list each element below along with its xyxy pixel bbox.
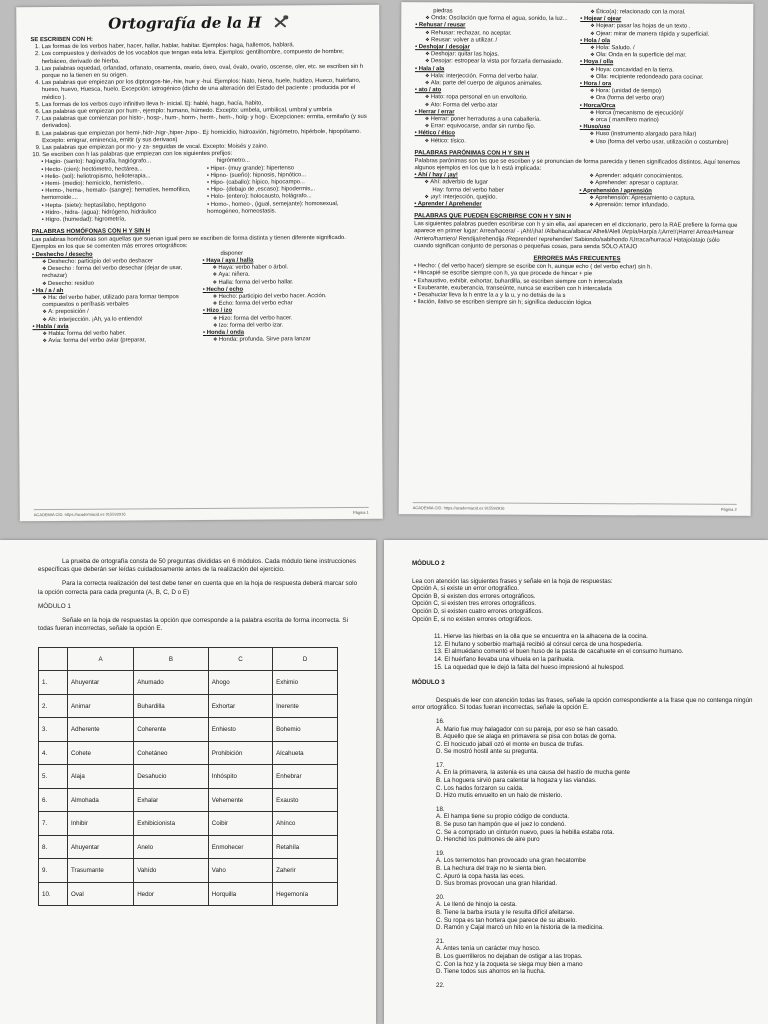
entry-definition: ❖ Ora (forma del verbo orar) <box>580 95 741 103</box>
word-cell: Inhóspito <box>208 765 272 789</box>
rule-item: 10. Se escriben con h las palabras que empiezan con los siguientes prefijos: <box>42 150 368 159</box>
answer-option: D. Henchid los pulmones de aire puro <box>436 836 540 844</box>
answer-option: B. Los guerrilleros no dejaban de ostigar a las tropas. <box>436 952 583 960</box>
answer-option: D. Se mostró hostil ante su pregunta. <box>436 748 539 756</box>
entry-definition: ❖ Hala: interjección. Forma del verbo halar. <box>415 73 576 81</box>
word-cell: Horquilla <box>208 882 272 906</box>
entry-definition: ❖ Hoya: concavidad en la tierra. <box>580 67 741 75</box>
answer-option: D. Hizo mutis envuelto en un halo de misterio. <box>436 792 563 800</box>
module-3-instructions: Después de leer con atención todas las frases, señale la opción correspondiente a la frase que no contenga ningún error ortográfico. Si todas fueran incorrectas, señale la opción E. <box>412 696 753 712</box>
entry-heading: • Deshecho / desecho <box>32 251 199 259</box>
error-item: • Desahuciar lleva la h entre la a y la u, y no detrás de la s <box>414 292 740 301</box>
entry-definition: ❖ Reusar: volver a utilizar. / <box>415 37 576 45</box>
question-number: 16. <box>436 717 445 725</box>
rule-item: 4. Las palabras que empiezan por los diptongos-hie,-hie, hue y -hui. Ejemplos: hiato, hiena, huele, huidizo, Hueco, huérfano, hueso, huevo, Huesca, huelo. Excepción: iatrogénico (dicho de una alteración del Estado del paciente : producida por el médico ). <box>42 78 368 102</box>
prefix-item: • Hagio- (santo): hagiografía, hagiógrafo... <box>41 158 203 166</box>
entry-heading: • ato / ato <box>415 87 576 95</box>
entry-definition: ❖ Uso (forma del verbo usar, utilización o costumbre) <box>580 139 741 147</box>
word-cell: Cohetáneo <box>134 741 209 765</box>
table-row <box>39 718 338 742</box>
rule-item: 1. Las formas de los verbos haber, hacer, hallar, hablar, habitar. Ejemplos: haga, hallemos, hablará. <box>41 42 367 51</box>
entry-definition: ❖ Aprender: adquirir conocimientos. <box>579 173 740 181</box>
module-3-title: MÓDULO 3 <box>412 679 445 687</box>
answer-option: B. Aquello que se alaga en primavera se pisa con botas de goma. <box>436 733 617 741</box>
sentence-item: 14. El huérfano llevaba una vihuela en la parihuela. <box>434 655 575 663</box>
entry-definition: ❖ Ha: del verbo haber, utilizado para formar tiempos compuestos o perífrasis verbales <box>32 294 199 310</box>
row-number: 6. <box>39 788 68 812</box>
answer-option: C. El hocicudo jabalí ozó el monte en busca de trufas. <box>436 740 584 748</box>
row-number: 1. <box>39 671 68 695</box>
entry-definition: ❖ Hojear: pasar las hojas de un texto . <box>580 23 741 31</box>
prefix-item: • Hipno- (sueño): hipnosis, hipnótico... <box>207 172 369 180</box>
module-2-instructions <box>412 578 754 624</box>
question-number: 17. <box>436 761 445 769</box>
entry-definition: ❖ Hato: ropa personal en un envoltorio. <box>415 95 576 103</box>
entry-definition: ❖ Hizo: forma del verbo hacer. <box>203 314 370 322</box>
word-cell: Enmohecer <box>208 835 272 859</box>
entry-heading: • Herrar / errar <box>415 109 576 117</box>
entry-heading: • Aprender / Aprehender <box>414 201 575 209</box>
table-row <box>39 765 338 789</box>
entry-definition: ❖ Habla: forma del verbo haber. <box>32 330 199 338</box>
question-number: 19. <box>436 849 445 857</box>
prefix-item: • Higro. (humedad): higrometría, <box>42 216 204 224</box>
word-cell: Zaherir <box>273 859 338 883</box>
entry-heading: • Deshojar / desojar <box>415 44 576 52</box>
answer-option: B. La hechura del traje no le sienta bien. <box>436 865 547 872</box>
entry-definition: ❖ Aprehender: apresar o capturar. <box>579 180 740 188</box>
prefix-item: • Hemi- (medio): hemiciclo, hemisferio.. <box>41 180 203 188</box>
table-header: B <box>134 648 209 671</box>
entry-definition: ❖ Desojar: estropear la vista por forzarla demasiado. <box>415 59 576 67</box>
answer-option: D. Tiene todos sus ahorros en la hucha. <box>436 968 546 976</box>
rule-item: 3. Las palabras oquedad, orfandad, orfanato, osamenta, osario, óseo, oval, óvalo, ovario, oscense, oler, etc. se escriben sin h porque no la tienen en su origen. <box>42 64 368 81</box>
entry-heading: • Hético / ético <box>415 131 576 139</box>
word-cell: Animar <box>68 694 134 718</box>
entry-heading: • Hola / ola <box>580 38 741 46</box>
word-cell: Ahuyentar <box>68 835 134 859</box>
table-header-row <box>39 648 338 671</box>
instruction-line: Lea con atención las siguientes frases y señale en la hoja de respuestas: <box>412 577 613 585</box>
page-footer <box>413 502 737 512</box>
both-forms-heading: PALABRAS QUE PUEDEN ESCRIBIRSE CON H Y SIN H <box>414 213 571 221</box>
word-cell: Desahucio <box>134 765 209 789</box>
module-title: MÓDULO 1 <box>38 602 71 610</box>
row-number: 5. <box>39 765 68 789</box>
word-cell: Hedor <box>134 882 209 906</box>
word-cell: Oval <box>68 882 134 906</box>
homophones-continued <box>415 8 742 147</box>
word-cell: Vahído <box>134 859 209 883</box>
instruction-line: Opción E, si no existen errores ortográficos. <box>412 615 533 623</box>
entry-definition: ❖ Errar: equivocarse, andar sin rumbo fijo. <box>415 123 576 131</box>
entry-definition: ❖ Ojear: mirar de manera rápida y superficial. <box>580 31 741 39</box>
answer-option: A. Le llenó de hinojo la cesta. <box>436 901 517 909</box>
answer-option: B. Se puso tan hampón que el juez lo condenó. <box>436 821 567 829</box>
row-number: 4. <box>39 741 68 765</box>
entry-heading: • Horca/Orca <box>580 103 741 111</box>
word-cell: Exhortar <box>208 694 272 718</box>
row-number: 8. <box>39 835 68 859</box>
test-intro: La prueba de ortografía consta de 50 preguntas divididas en 6 módulos. Cada módulo tiene instrucciones específicas que deberán ser leídas cuidadosamente antes de la realización del ejercicio. <box>38 558 357 574</box>
word-cell: Adherente <box>68 718 134 742</box>
answer-option: A. Mario fue muy halagador con su pareja, por eso se han casado. <box>436 725 619 733</box>
homophones-heading: PALABRAS HOMÓFONAS CON H Y SIN H <box>31 228 151 236</box>
entry-heading: • Habla / avía <box>32 323 199 331</box>
rule-item: 2. Los compuestos y derivados de los vocablos que tengan esta letra. Ejemplos: gentilhombre, compuesto de hombre; herbáceo, derivado de hierba. <box>42 49 368 66</box>
entry-text: piedras <box>433 8 453 15</box>
sentence-item: 12. El hufano y soberbio marhajá recibió al cónsul cerca de una hospedería. <box>434 640 643 648</box>
word-cell: Vaho <box>208 859 272 883</box>
entry-heading: • Hoya / olla <box>580 59 741 67</box>
entry-text: Hay: forma del verbo haber <box>432 186 504 194</box>
entry-heading: • Ahí / hay / ¡ay! <box>414 172 575 180</box>
page-footer <box>34 507 369 517</box>
entry-definition: ❖ Izo: forma del verbo izar. <box>203 322 370 330</box>
answer-option: C. Con la hoz y la zoqueta se siega muy bien a mano <box>436 960 583 968</box>
entry-definition: ❖ Aprehensión: Apresamiento o captura. <box>579 195 740 203</box>
page-title: Ortografía de la H <box>108 13 262 33</box>
homophones-intro: Las palabras homófonas son aquellas que suenan igual pero se escriben de forma distinta y tienen diferente significado. Ejemplos en los que se comenten más errores ortográficos: <box>31 235 346 251</box>
word-cell: Ahínco <box>273 812 338 836</box>
table-row <box>39 788 338 812</box>
word-cell: Coherente <box>134 718 209 742</box>
entry-heading: • Hojear / ojear <box>580 16 741 24</box>
table-row <box>39 741 338 765</box>
word-cell: Prohibición <box>208 741 272 765</box>
title-row <box>30 13 367 33</box>
word-cell: Exhibicionista <box>134 812 209 836</box>
entry-definition: ❖ Ah: interjección. ¡Ah, ya lo entiendo! <box>32 316 199 324</box>
error-item: • Hincapié se escribe siempre con h, ya que procede de hincar + pie <box>414 270 740 279</box>
question-number: 22. <box>436 981 445 989</box>
entry-definition: ❖ ¡ay!: interjección, quejido. <box>414 194 575 202</box>
prefix-item: • Hecto- (cien): hectómetro, hectárea... <box>41 166 203 174</box>
word-cell: Vehemente <box>208 788 272 812</box>
word-table <box>38 647 338 906</box>
entry-definition: ❖ Deshojar: quitar las hojas. <box>415 51 576 59</box>
entry-definition: ❖ Aya: niñera. <box>203 271 370 279</box>
answer-option: C. Los hados forzaron su caída. <box>436 784 524 792</box>
document-page-1 <box>16 5 383 522</box>
prefix-item: • Helio- (sol): heliotropismo, helioterapia... <box>41 173 203 181</box>
entry-definition: ❖ Avía: forma del verbo aviar (preparar, <box>33 337 200 345</box>
entry-definition: ❖ Aprensión: temor infundado. <box>579 202 740 210</box>
row-number: 10. <box>39 882 68 906</box>
answer-option: D. Sus bromas provocan una gran hilaridad. <box>436 880 558 888</box>
word-cell: Exhalar <box>134 788 209 812</box>
prefix-item: higrómetro... <box>216 158 250 165</box>
entry-definition: ❖ Hecho: participio del verbo hacer. Acción. <box>203 293 370 301</box>
table-header-corner <box>39 648 68 671</box>
sentence-item: 13. El almuédano comentó el buen huso de la pasta de cacahuete en el consumo humano. <box>434 648 684 656</box>
word-cell: Inhibir <box>68 812 134 836</box>
module-2-items <box>412 633 754 671</box>
entry-definition: ❖ orca ( mamífero marino) <box>580 117 741 125</box>
word-cell: Trasumante <box>68 859 134 883</box>
entry-definition: ❖ Rehusar: rechazar, no aceptar. <box>415 30 576 38</box>
prefix-item: • Hepta- (siete): heptasílabo, heptágono <box>42 202 204 210</box>
tools-icon <box>271 15 289 29</box>
word-cell: Enhiesto <box>208 718 272 742</box>
paronyms-heading: PALABRAS PARÓNIMAS CON H Y SIN H <box>414 150 530 157</box>
entry-definition: ❖ Ala: parte del cuerpo de algunos animales. <box>415 80 576 88</box>
errors-heading: ERRORES MÁS FRECUENTES <box>533 255 621 263</box>
entry-definition: ❖ Hola: Saludo. / <box>580 45 741 53</box>
entry-definition: ❖ Echo: forma del verbo echar <box>203 300 370 308</box>
rules-list <box>30 42 368 160</box>
test-page-module-1 <box>0 540 376 1024</box>
prefix-item: • Hipo- (debajo de ,escaso): hipodermis,.. <box>207 186 369 194</box>
table-row <box>39 835 338 859</box>
answer-option: B. Tiene la barba irsuta y le resulta difícil afeitarse. <box>436 908 575 916</box>
word-cell: Ahogo <box>208 671 272 695</box>
word-cell: Exausto <box>273 788 338 812</box>
error-item: • Hecho: ( del verbo hacer) siempre se escribe con h, aunque echo ( del verbo echar) sin h. <box>414 263 740 272</box>
table-row <box>39 859 338 883</box>
entry-definition: ❖ Halla: forma del verbo hallar. <box>203 278 370 286</box>
prefix-item: • Hiper- (muy grande): hipertenso <box>207 164 369 172</box>
entry-definition: ❖ Hora: (unidad de tiempo) <box>580 88 741 96</box>
entry-heading: • Ha / a / ah <box>32 287 199 295</box>
word-cell: Ahumado <box>134 671 209 695</box>
module-instructions: Señale en la hoja de respuestas la opción que corresponde a la palabra escrita de forma incorrecta. Si todas fueran incorrectas, señale la opción E. <box>38 617 348 633</box>
rule-item: 8. Las palabras que empiezan por hemi-,hidr-,higr-,hiper-,hipo-. Ej: homicidio, hidroavión, higrómetro, hipérbole, hipopótamo. Excepto: emigrar, eminencia, emitir (y sus derivaos) <box>42 128 368 145</box>
word-cell: Inerente <box>273 694 338 718</box>
rule-item: 5. Las formas de los verbos cuyo infinitivo lleva h- inicial. Ej: hablé, hago, hacía, habito, <box>42 100 368 109</box>
entry-heading: • Honda / onda <box>203 329 370 337</box>
instruction-line: Opción D, si existen cuatro errores ortográficos. <box>412 607 544 615</box>
test-page-modules-2-3 <box>384 540 768 1024</box>
word-cell: Almohada <box>68 788 134 812</box>
row-number: 3. <box>39 718 68 742</box>
table-row <box>39 812 338 836</box>
paronyms-intro: Palabras parónimas son las que se escriben y se pronuncian de forma parecida y tienen significados distintos. Aquí tenemos algunos ejemplos en los que la h está implicada: <box>414 158 741 172</box>
entry-definition: ❖ Onda: Oscilación que forma el agua, sonido, la luz... <box>415 15 576 23</box>
row-number: 2. <box>39 694 68 718</box>
entry-heading: • Hizo / izo <box>203 307 370 315</box>
entry-definition: ❖ Honda: profunda. Sirve para lanzar <box>203 336 370 344</box>
prefix-item: • Hipo- (caballo): hípico, hipocampo... <box>207 179 369 187</box>
word-cell: Enhebrar <box>273 765 338 789</box>
prefix-item: • Hemo-, hema-, hemato- (sangre): hematíes, hemofílico, hemorroide.... <box>41 187 203 203</box>
prefix-item: • Hidro-, hidra- (agua): hidrógeno, hidráulico <box>42 209 204 217</box>
error-item: • Ilación, ilativo se escriben siempre sin h; significa deducción lógica <box>414 299 740 308</box>
question-number: 20. <box>436 893 445 901</box>
prefixes <box>31 157 368 224</box>
table-header: C <box>208 648 272 671</box>
table-row <box>39 671 338 695</box>
error-item: • Exuberante, exuberancia, transeúnte, nunca se escriben con h intercalada <box>414 285 740 294</box>
entry-heading: • Aprehensión / aprensión <box>579 188 740 196</box>
sentence-item: 15. La oquedad que le dejó la falta del hueso impresionó al hulespod. <box>434 663 625 671</box>
entry-heading: • Rehusar / reusar <box>415 23 576 31</box>
word-cell: Alaja <box>68 765 134 789</box>
footer-right: Página 1 <box>352 509 369 515</box>
homophones-list <box>32 250 370 346</box>
entry-heading: • Huso/uso <box>580 124 741 132</box>
instruction-line: Opción B, si existen dos errores ortográficos. <box>412 592 536 600</box>
word-cell: Hegemonía <box>273 882 338 906</box>
entry-definition: ❖ Ahí: adverbio de lugar <box>414 180 575 188</box>
answer-option: A. Antes tenía un carácter muy hosco. <box>436 945 541 953</box>
entry-definition: ❖ Huso (instrumento alargado para hilar) <box>580 131 741 139</box>
module-3-questions <box>412 718 754 989</box>
footer-left: ACADEMIA CID. https://academiacid.es 915592916 <box>412 505 505 511</box>
errors-list <box>414 263 740 308</box>
question-number: 21. <box>436 937 445 945</box>
word-cell: Cohete <box>68 741 134 765</box>
answer-option: B. La hoguera sirvió para calentar la hogaza y las viandas. <box>436 777 597 785</box>
entry-definition: ❖ Deshecho: participio del verbo deshacer <box>32 258 199 266</box>
entry-definition: ❖ Olla: recipiente redondeado para cocinar. <box>580 74 741 82</box>
prefix-item: • Holo- (entero): holocausto, holágrafo... <box>207 193 369 201</box>
table-header: D <box>273 648 338 671</box>
table-header: A <box>68 648 134 671</box>
test-instructions: Para la correcta realización del test debe tener en cuenta que en la hoja de respuesta deberá marcar solo la opción correcta para cada pregunta (A, B, C, D o E) <box>38 580 358 596</box>
table-row <box>39 694 338 718</box>
rule-item: 6. Las palabras que empiezan por hum-, ejemplo: humano, húmedo. Excepto: umbela, umbilical, umbral y umbría <box>42 107 368 116</box>
rule-item: 9. Las palabras que empiezan por mo- y za- seguidas de vocal. Excepto: Moisés y zaino. <box>42 143 368 152</box>
entry-definition: ❖ Horca (mecanismo de ejecución)/ <box>580 110 741 118</box>
entry-heading: • Haya / aya / halla <box>202 257 369 265</box>
answer-option: A. El hampa tiene su propio código de conducta. <box>436 813 570 821</box>
instruction-line: Opción C, si existen tres errores ortográficos. <box>412 600 537 608</box>
footer-right: Página 2 <box>720 506 737 512</box>
word-cell: Coibir <box>208 812 272 836</box>
section-heading: SE ESCRIBEN CON H: <box>30 36 93 44</box>
question-number: 18. <box>436 805 445 813</box>
entry-heading: • Hecho / echo <box>203 286 370 294</box>
answer-option: A. En la primavera, la astenia es una causa del hastío de mucha gente <box>436 769 630 777</box>
entry-text: disponer <box>220 250 244 257</box>
word-cell: Exhimio <box>273 671 338 695</box>
module-2-title: MÓDULO 2 <box>412 560 445 567</box>
answer-option: C. Su ropa es tan hortera que parece de su abuelo. <box>436 916 578 924</box>
entry-definition: ❖ Ético(a): relacionado con la moral. <box>580 9 741 17</box>
entry-definition: ❖ Desecho: residuo <box>32 280 199 288</box>
row-number: 9. <box>39 859 68 883</box>
word-cell: Ahuyentar <box>68 671 134 695</box>
footer-left: ACADEMIA CID. https://academiacid.es 915592916 <box>33 511 126 518</box>
paronyms-list <box>414 172 740 210</box>
table-row <box>39 882 338 906</box>
word-cell: Buhardilla <box>134 694 209 718</box>
entry-definition: ❖ Haya: verbo haber o árbol. <box>203 264 370 272</box>
entry-definition: ❖ A: preposición / <box>32 308 199 316</box>
word-cell: Bohemio <box>273 718 338 742</box>
entry-definition: ❖ Ato: Forma del verbo atar <box>415 102 576 110</box>
instruction-line: Opción A, si existe un error ortográfico. <box>412 585 519 593</box>
entry-heading: • Hora / ora <box>580 81 741 89</box>
answer-option: A. Los terremotos han provocado una gran hecatombe <box>436 857 586 865</box>
word-cell: Anelo <box>134 835 209 859</box>
rule-item: 7. Las palabras que comienzan por histo-, hosp-, hum-, horm-, herm-, hern-, holg- y hog-. Excepciones: ermita, ermitaño (y sus derivados). <box>42 114 368 131</box>
entry-definition: ❖ Hético: tísico. <box>415 138 576 146</box>
both-forms-text: Las siguientes palabras pueden escribirse con h y sin ella, así aparecen en el diccionario, pero la RAE prefiere la forma que aparece en primer lugar: Arrea/hacera/ - ¡Ah!/¡ha! /Albahaca/albaca/ Alheli/Aleli /Arpía/Harpía /¡Arre!/¡Harre! Arrear/Harrear /Arriero/harriero/ Rendija/rehendija /Reprender/ reprehender/ Sabiondo/sabihondo /Urraca/hurraca/ Hatajo/atajo (sólo cuando significan conjunto de personas o pequeñas cosas, para senda SÓLO ATAJO <box>414 221 738 251</box>
prefix-item: • Homo-, homeo-, (igual, semejante): homosexual, homogéneo, homeostasis. <box>207 200 369 216</box>
entry-heading: • Hala / ala <box>415 66 576 74</box>
answer-option: D. Ramón y Cajal marcó un hito en la historia de la medicina. <box>436 924 604 932</box>
entry-definition: ❖ Desecho : forma del verbo desechar (dejar de usar, rechazar) <box>32 265 199 281</box>
sentence-item: 11. Hierve las hierbas en la olla que se encuentra en la alhacena de la cocina. <box>434 633 648 641</box>
entry-definition: ❖ Ola: Onda en la superficie del mar. <box>580 52 741 60</box>
row-number: 7. <box>39 812 68 836</box>
document-page-2 <box>399 2 754 516</box>
word-cell: Retahíla <box>273 835 338 859</box>
answer-option: C. Apuró la copa hasta las eces. <box>436 872 525 880</box>
word-cell: Alcahueta <box>273 741 338 765</box>
error-item: • Exhaustivo, exhibir, exhortar, buhardilla, se escriben siempre con h intercalada <box>414 278 740 287</box>
answer-option: C. Se a comprado un cinturón nuevo, pues la hebilla estaba rota. <box>436 828 615 836</box>
entry-definition: ❖ Herrar: poner herraduras a una caballería. <box>415 116 576 124</box>
